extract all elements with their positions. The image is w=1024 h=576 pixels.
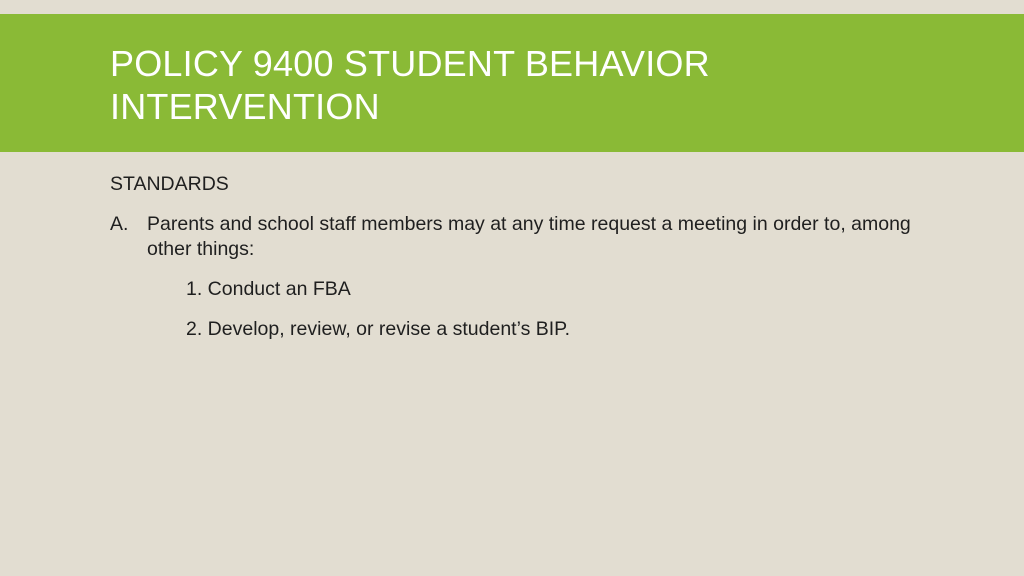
slide-content [110,172,930,357]
list-item-marker: A. [110,213,129,235]
sub-item-develop-bip: 2. Develop, review, or revise a student’s BIP. [186,318,571,340]
slide-title: POLICY 9400 STUDENT BEHAVIOR INTERVENTION [110,43,710,127]
list-item-text: Parents and school staff members may at any time request a meeting in order to, among other things: [147,213,911,260]
section-heading: STANDARDS [110,173,229,195]
sub-item-conduct-fba: 1. Conduct an FBA [186,278,351,300]
list-item-a [110,212,930,262]
top-strip [0,0,1024,14]
